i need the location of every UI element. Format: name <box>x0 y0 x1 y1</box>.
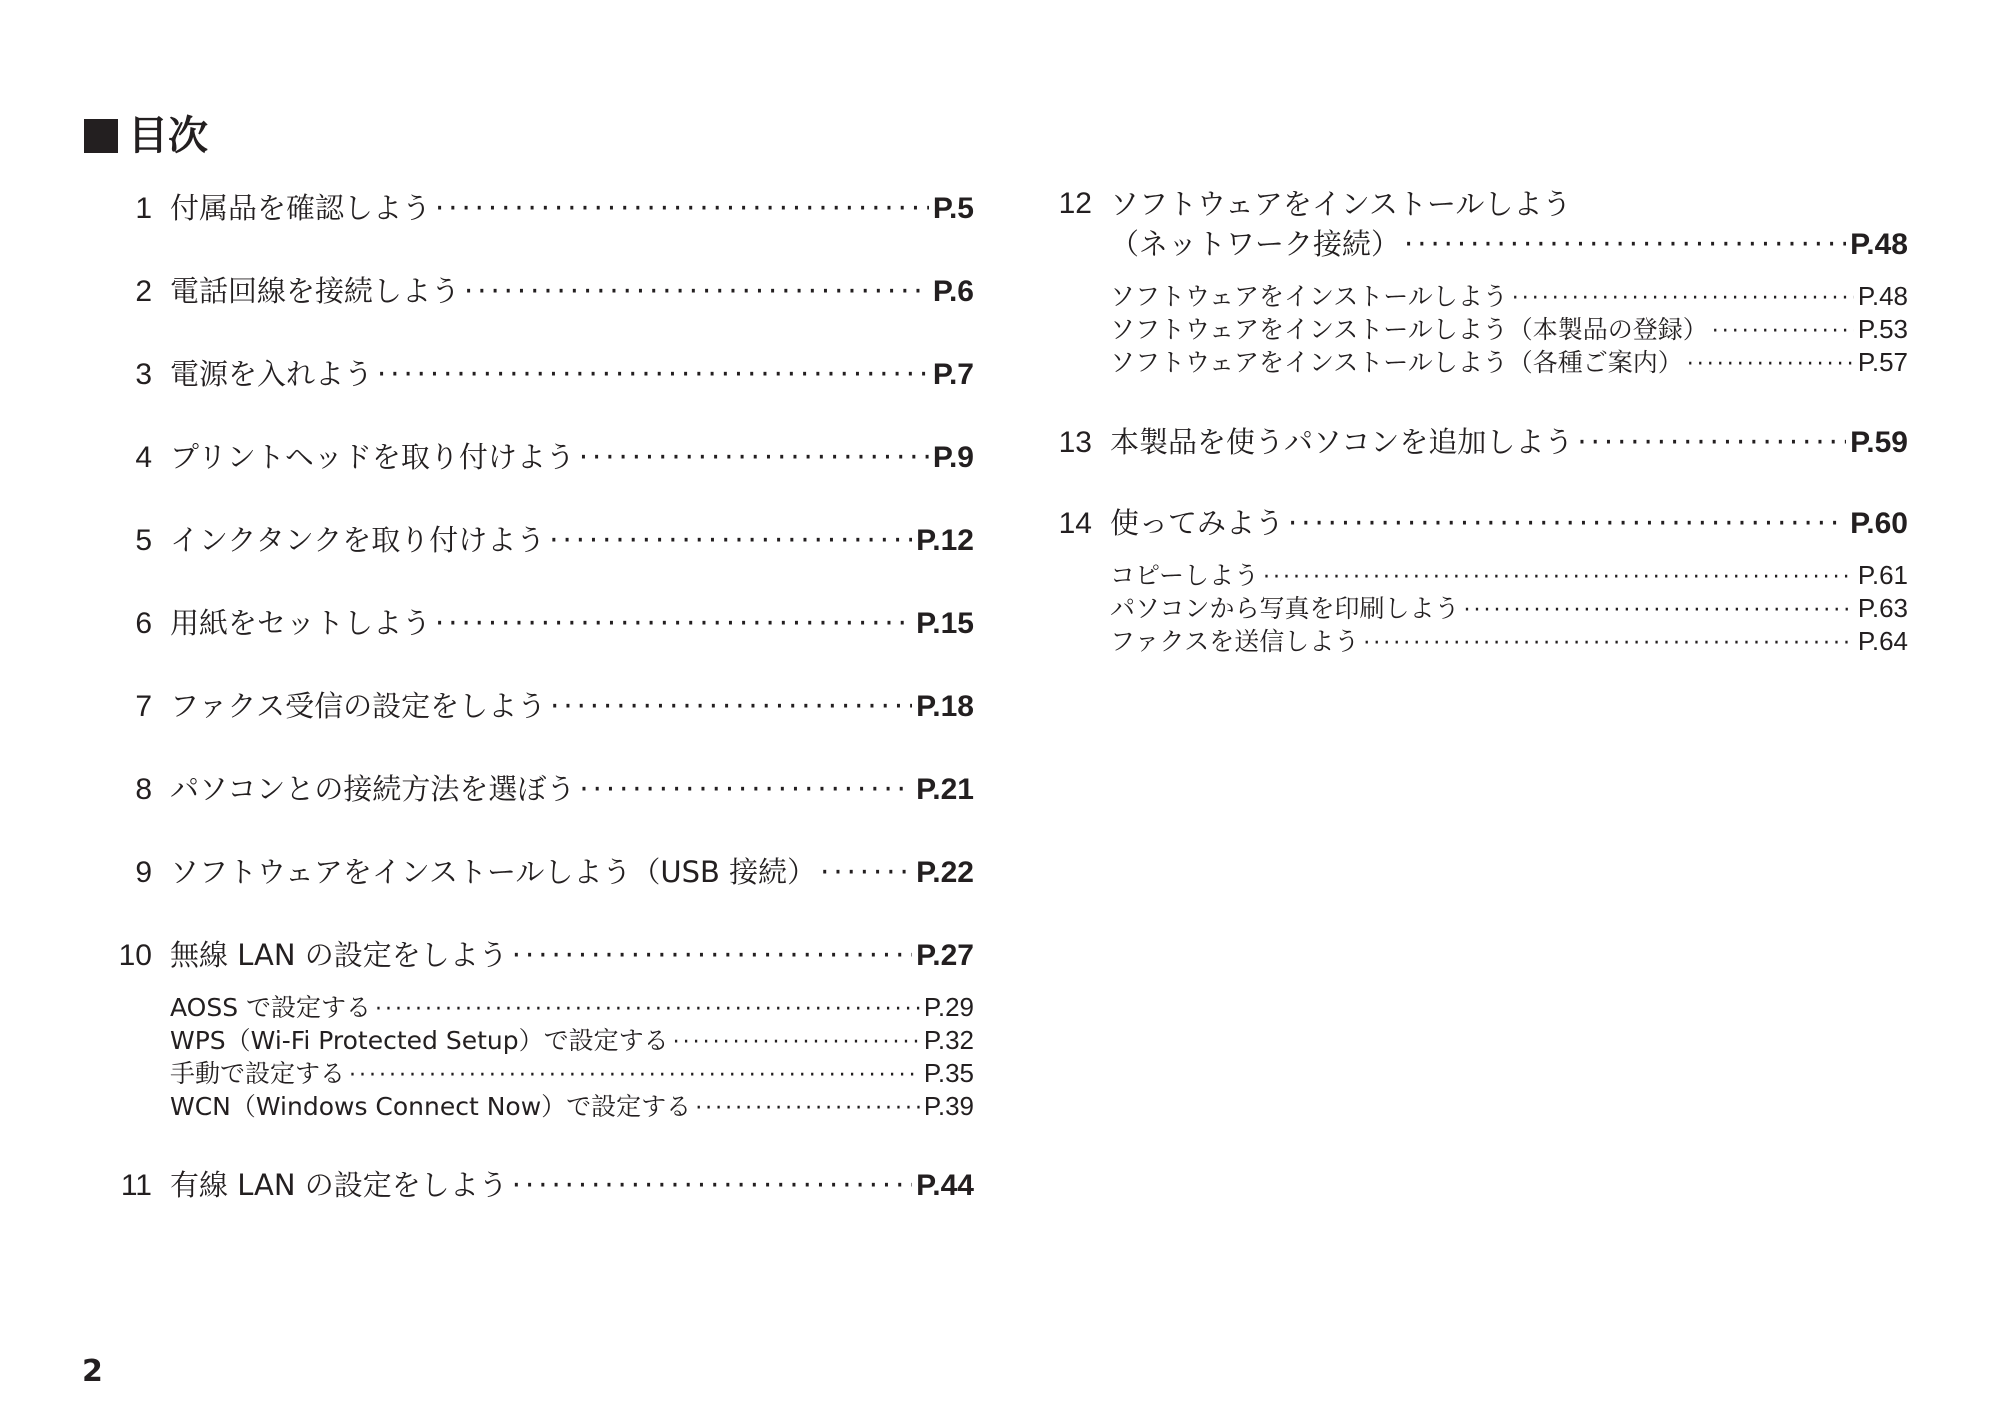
toc-item-page: P.12 <box>916 524 974 557</box>
toc-subitem[interactable] <box>170 1091 974 1124</box>
toc-item-title: プリントヘッドを取り付けよう <box>170 440 575 474</box>
toc-item-title: 本製品を使うパソコンを追加しよう <box>1110 425 1574 459</box>
toc-item-number: 9 <box>135 856 152 889</box>
toc-subitem[interactable] <box>1110 626 1908 659</box>
toc-item[interactable] <box>108 684 974 767</box>
toc-item-page: P.18 <box>916 690 974 723</box>
toc-subitem-title: WPS（Wi-Fi Protected Setup）で設定する <box>170 1026 669 1055</box>
toc-subitem-page: P.61 <box>1857 560 1908 590</box>
dot-leader <box>1512 283 1854 314</box>
toc-item-title: インクタンクを取り付けよう <box>170 523 546 557</box>
toc-subitem-page: P.53 <box>1857 314 1908 344</box>
toc-subitem[interactable] <box>1110 560 1908 593</box>
toc-item[interactable] <box>108 518 974 601</box>
dot-leader <box>1288 501 1846 545</box>
dot-leader <box>1363 628 1854 659</box>
toc-item-number: 3 <box>135 358 152 391</box>
toc-item-page: P.21 <box>916 773 974 806</box>
toc-item-title: 使ってみよう <box>1110 506 1285 540</box>
dot-leader <box>550 684 912 728</box>
dot-leader <box>1263 562 1854 593</box>
toc-subitem[interactable] <box>1110 281 1908 314</box>
toc-subitem-title: WCN（Windows Connect Now）で設定する <box>170 1092 692 1121</box>
dot-leader <box>695 1093 920 1124</box>
toc-item-page: P.7 <box>932 358 974 391</box>
toc-item-title: 電話回線を接続しよう <box>170 274 461 308</box>
toc-subitem-title: パソコンから写真を印刷しよう <box>1110 594 1460 623</box>
toc-left-column <box>108 186 974 1246</box>
toc-item[interactable] <box>108 435 974 518</box>
toc-subitem-page: P.57 <box>1857 347 1908 377</box>
toc-item-title: 無線 LAN の設定をしよう <box>170 938 508 972</box>
toc-item[interactable] <box>1048 501 1908 656</box>
dot-leader <box>579 435 929 479</box>
toc-item[interactable] <box>108 1163 974 1246</box>
toc-item-number: 5 <box>135 524 152 557</box>
toc-item-number: 6 <box>135 607 152 640</box>
toc-item-page: P.27 <box>916 939 974 972</box>
toc-item[interactable] <box>108 352 974 435</box>
toc-item-title: ソフトウェアをインストールしよう <box>1110 187 1572 221</box>
toc-subitem[interactable] <box>1110 314 1908 347</box>
toc-item[interactable] <box>1048 420 1908 501</box>
toc-item-title: 電源を入れよう <box>170 357 374 391</box>
dot-leader <box>435 186 929 230</box>
toc-item[interactable] <box>1048 186 1908 420</box>
toc-subitem-list <box>1048 281 1908 380</box>
toc-subitem-page: P.63 <box>1857 593 1908 623</box>
toc-subitem-page: P.32 <box>923 1025 974 1055</box>
toc-item-title: 有線 LAN の設定をしよう <box>170 1168 508 1202</box>
dot-leader <box>579 767 912 811</box>
toc-subitem-page: P.39 <box>923 1091 974 1121</box>
toc-subitem-page: P.35 <box>923 1058 974 1088</box>
toc-right-column <box>1048 186 1908 656</box>
toc-item-number: 12 <box>1058 187 1092 220</box>
toc-item-page: P.5 <box>932 192 974 225</box>
toc-item[interactable] <box>108 933 974 1163</box>
toc-item-title: ソフトウェアをインストールしよう（USB 接続） <box>170 855 817 889</box>
dot-leader <box>377 352 929 396</box>
toc-item[interactable] <box>108 767 974 850</box>
toc-subitem[interactable] <box>170 1025 974 1058</box>
toc-item-number: 11 <box>120 1169 152 1202</box>
toc-item-page: P.9 <box>932 441 974 474</box>
toc-subitem[interactable] <box>1110 347 1908 380</box>
square-bullet-icon <box>84 119 118 153</box>
dot-leader <box>512 1163 912 1207</box>
toc-item[interactable] <box>108 186 974 269</box>
toc-item-title: 付属品を確認しよう <box>170 191 432 225</box>
toc-item-number: 14 <box>1058 507 1092 540</box>
toc-item-title: パソコンとの接続方法を選ぼう <box>170 772 576 806</box>
dot-leader <box>1404 222 1846 266</box>
toc-heading-text: 目次 <box>128 113 208 159</box>
dot-leader <box>512 933 912 977</box>
toc-item-page: P.59 <box>1850 426 1908 459</box>
toc-subitem-title: ソフトウェアをインストールしよう（本製品の登録） <box>1110 315 1708 344</box>
toc-item[interactable] <box>108 601 974 684</box>
toc-item-title-continued: （ネットワーク接続） <box>1110 227 1401 261</box>
toc-subitem-title: ソフトウェアをインストールしよう <box>1110 282 1508 311</box>
toc-subitem[interactable] <box>1110 593 1908 626</box>
toc-item-number: 1 <box>135 192 152 225</box>
dot-leader <box>1464 595 1854 626</box>
dot-leader <box>375 994 920 1025</box>
toc-subitem-title: コピーしよう <box>1110 561 1260 590</box>
toc-item-number: 10 <box>118 939 152 972</box>
toc-subitem[interactable] <box>170 992 974 1025</box>
dot-leader <box>435 601 912 645</box>
toc-item-page: P.60 <box>1850 507 1908 540</box>
toc-subitem-title: 手動で設定する <box>170 1059 346 1088</box>
toc-item-number: 13 <box>1058 426 1092 459</box>
page-number: 2 <box>82 1354 103 1389</box>
toc-subitem-title: ファクスを送信しよう <box>1110 627 1360 656</box>
toc-heading <box>84 108 208 164</box>
toc-item-page: P.15 <box>916 607 974 640</box>
toc-subitem-page: P.64 <box>1857 626 1908 656</box>
toc-subitem-title: AOSS で設定する <box>170 993 372 1022</box>
dot-leader <box>549 518 912 562</box>
dot-leader <box>464 269 929 313</box>
toc-subitem-page: P.48 <box>1857 281 1908 311</box>
dot-leader <box>1687 349 1854 380</box>
dot-leader <box>349 1060 920 1091</box>
toc-item-number: 2 <box>135 275 152 308</box>
toc-subitem-page: P.29 <box>923 992 974 1022</box>
toc-item-title: ファクス受信の設定をしよう <box>170 689 547 723</box>
toc-item-number: 8 <box>135 773 152 806</box>
toc-item-page: P.44 <box>916 1169 974 1202</box>
toc-item-title: 用紙をセットしよう <box>170 606 432 640</box>
toc-item-page: P.48 <box>1850 228 1908 261</box>
dot-leader <box>1577 420 1846 464</box>
toc-subitem[interactable] <box>170 1058 974 1091</box>
toc-item-page: P.22 <box>916 856 974 889</box>
toc-subitem-list <box>1048 560 1908 659</box>
dot-leader <box>820 850 912 894</box>
toc-item[interactable] <box>108 850 974 933</box>
toc-item-number: 4 <box>135 441 152 474</box>
toc-item-page: P.6 <box>932 275 974 308</box>
dot-leader <box>673 1027 920 1058</box>
toc-item[interactable] <box>108 269 974 352</box>
toc-subitem-list <box>108 992 974 1124</box>
toc-item-number: 7 <box>135 690 152 723</box>
dot-leader <box>1712 316 1854 347</box>
toc-subitem-title: ソフトウェアをインストールしよう（各種ご案内） <box>1110 348 1683 377</box>
